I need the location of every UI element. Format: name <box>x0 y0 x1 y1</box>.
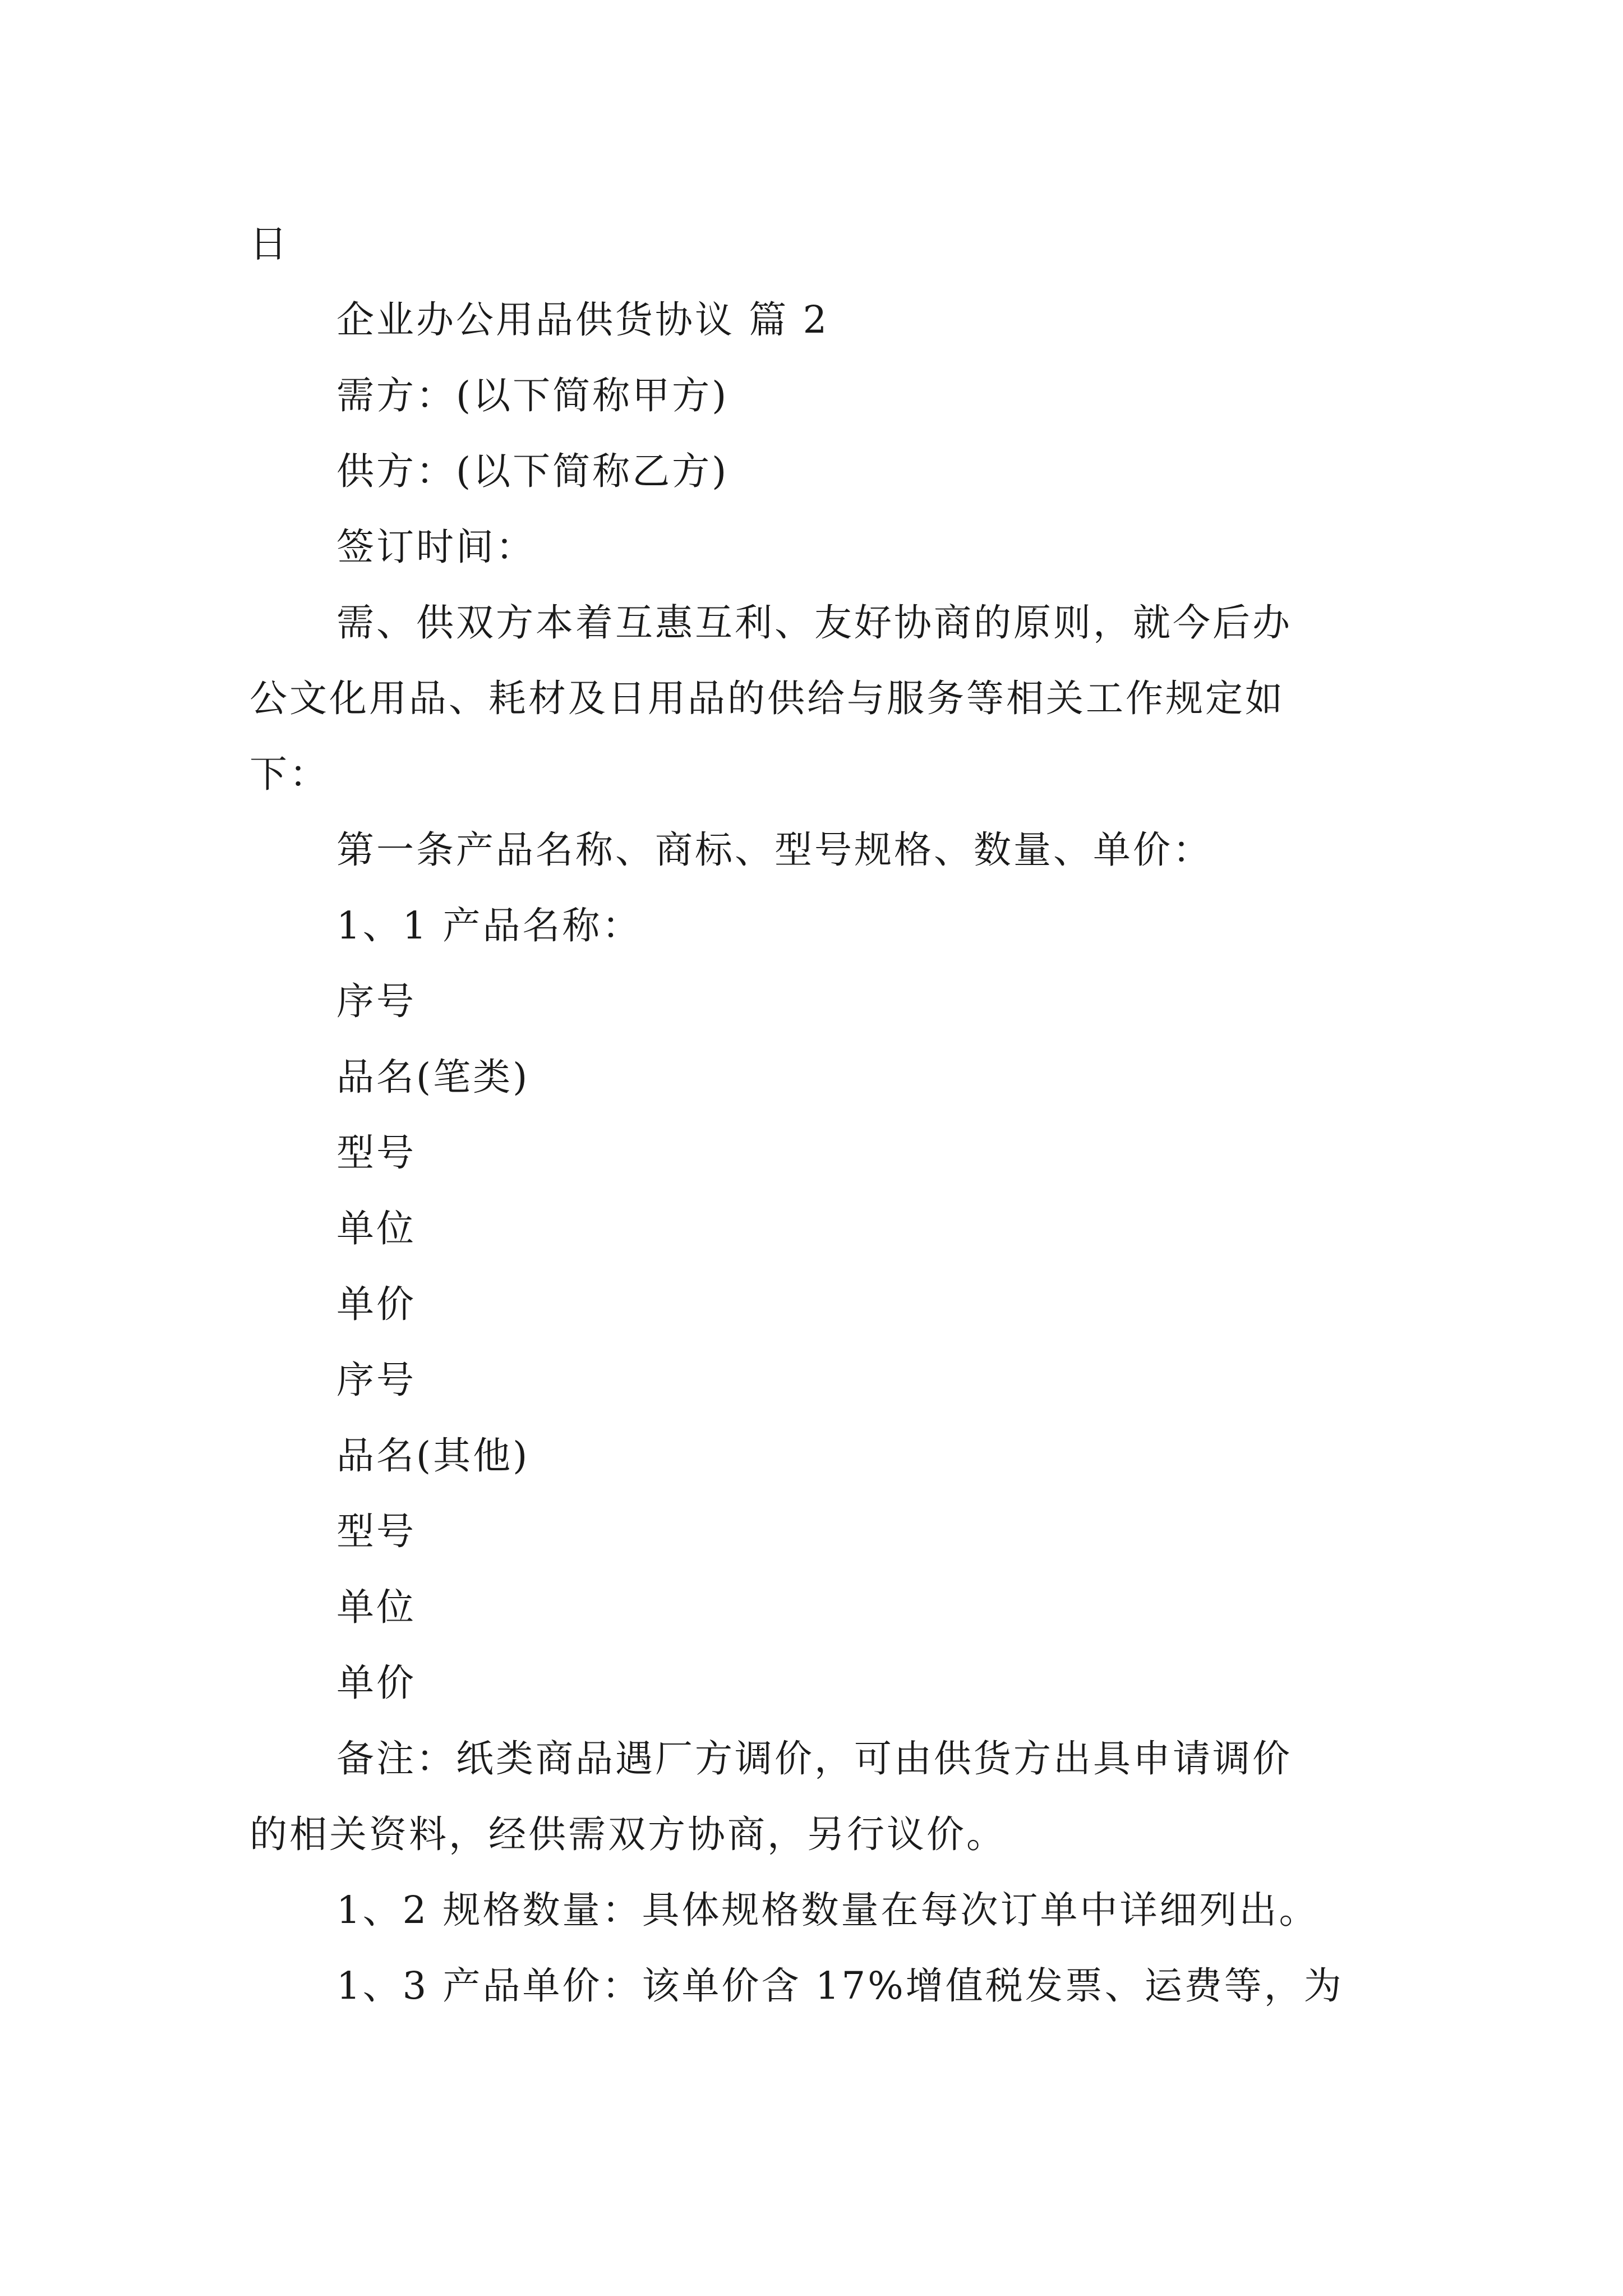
field-price-1: 单价 <box>336 1282 416 1326</box>
field-price-2: 单价 <box>336 1661 416 1705</box>
buyer-line: 需方：(以下简称甲方) <box>336 374 729 417</box>
supplier-line: 供方：(以下简称乙方) <box>336 449 729 493</box>
clause-1-1: 1、1 产品名称： <box>336 904 642 947</box>
sign-date-line: 签订时间： <box>336 525 536 569</box>
field-name-other: 品名(其他) <box>336 1434 530 1478</box>
remark-line-2: 的相关资料，经供需双方协商，另行议价。 <box>250 1812 1006 1856</box>
paragraph-intro-line-2: 公文化用品、耗材及日用品的供给与服务等相关工作规定如 <box>250 677 1285 720</box>
field-unit-1: 单位 <box>336 1207 416 1250</box>
paragraph-intro-line-1: 需、供双方本着互惠互利、友好协商的原则，就今后办 <box>336 601 1292 645</box>
field-serial-2: 序号 <box>336 1358 416 1402</box>
field-name-pens: 品名(笔类) <box>336 1055 530 1099</box>
document-title: 企业办公用品供货协议 篇 2 <box>336 298 829 342</box>
field-unit-2: 单位 <box>336 1585 416 1629</box>
text-line-day: 日 <box>250 222 289 266</box>
field-model-2: 型号 <box>336 1510 416 1553</box>
article-1-heading: 第一条产品名称、商标、型号规格、数量、单价： <box>336 828 1212 872</box>
clause-1-3: 1、3 产品单价：该单价含 17%增值税发票、运费等，为 <box>336 1964 1344 2008</box>
field-serial-1: 序号 <box>336 979 416 1023</box>
field-model-1: 型号 <box>336 1131 416 1175</box>
clause-1-2: 1、2 规格数量：具体规格数量在每次订单中详细列出。 <box>336 1888 1319 1932</box>
remark-line-1: 备注：纸类商品遇厂方调价，可由供货方出具申请调价 <box>336 1737 1292 1780</box>
paragraph-intro-line-3: 下： <box>250 752 329 796</box>
